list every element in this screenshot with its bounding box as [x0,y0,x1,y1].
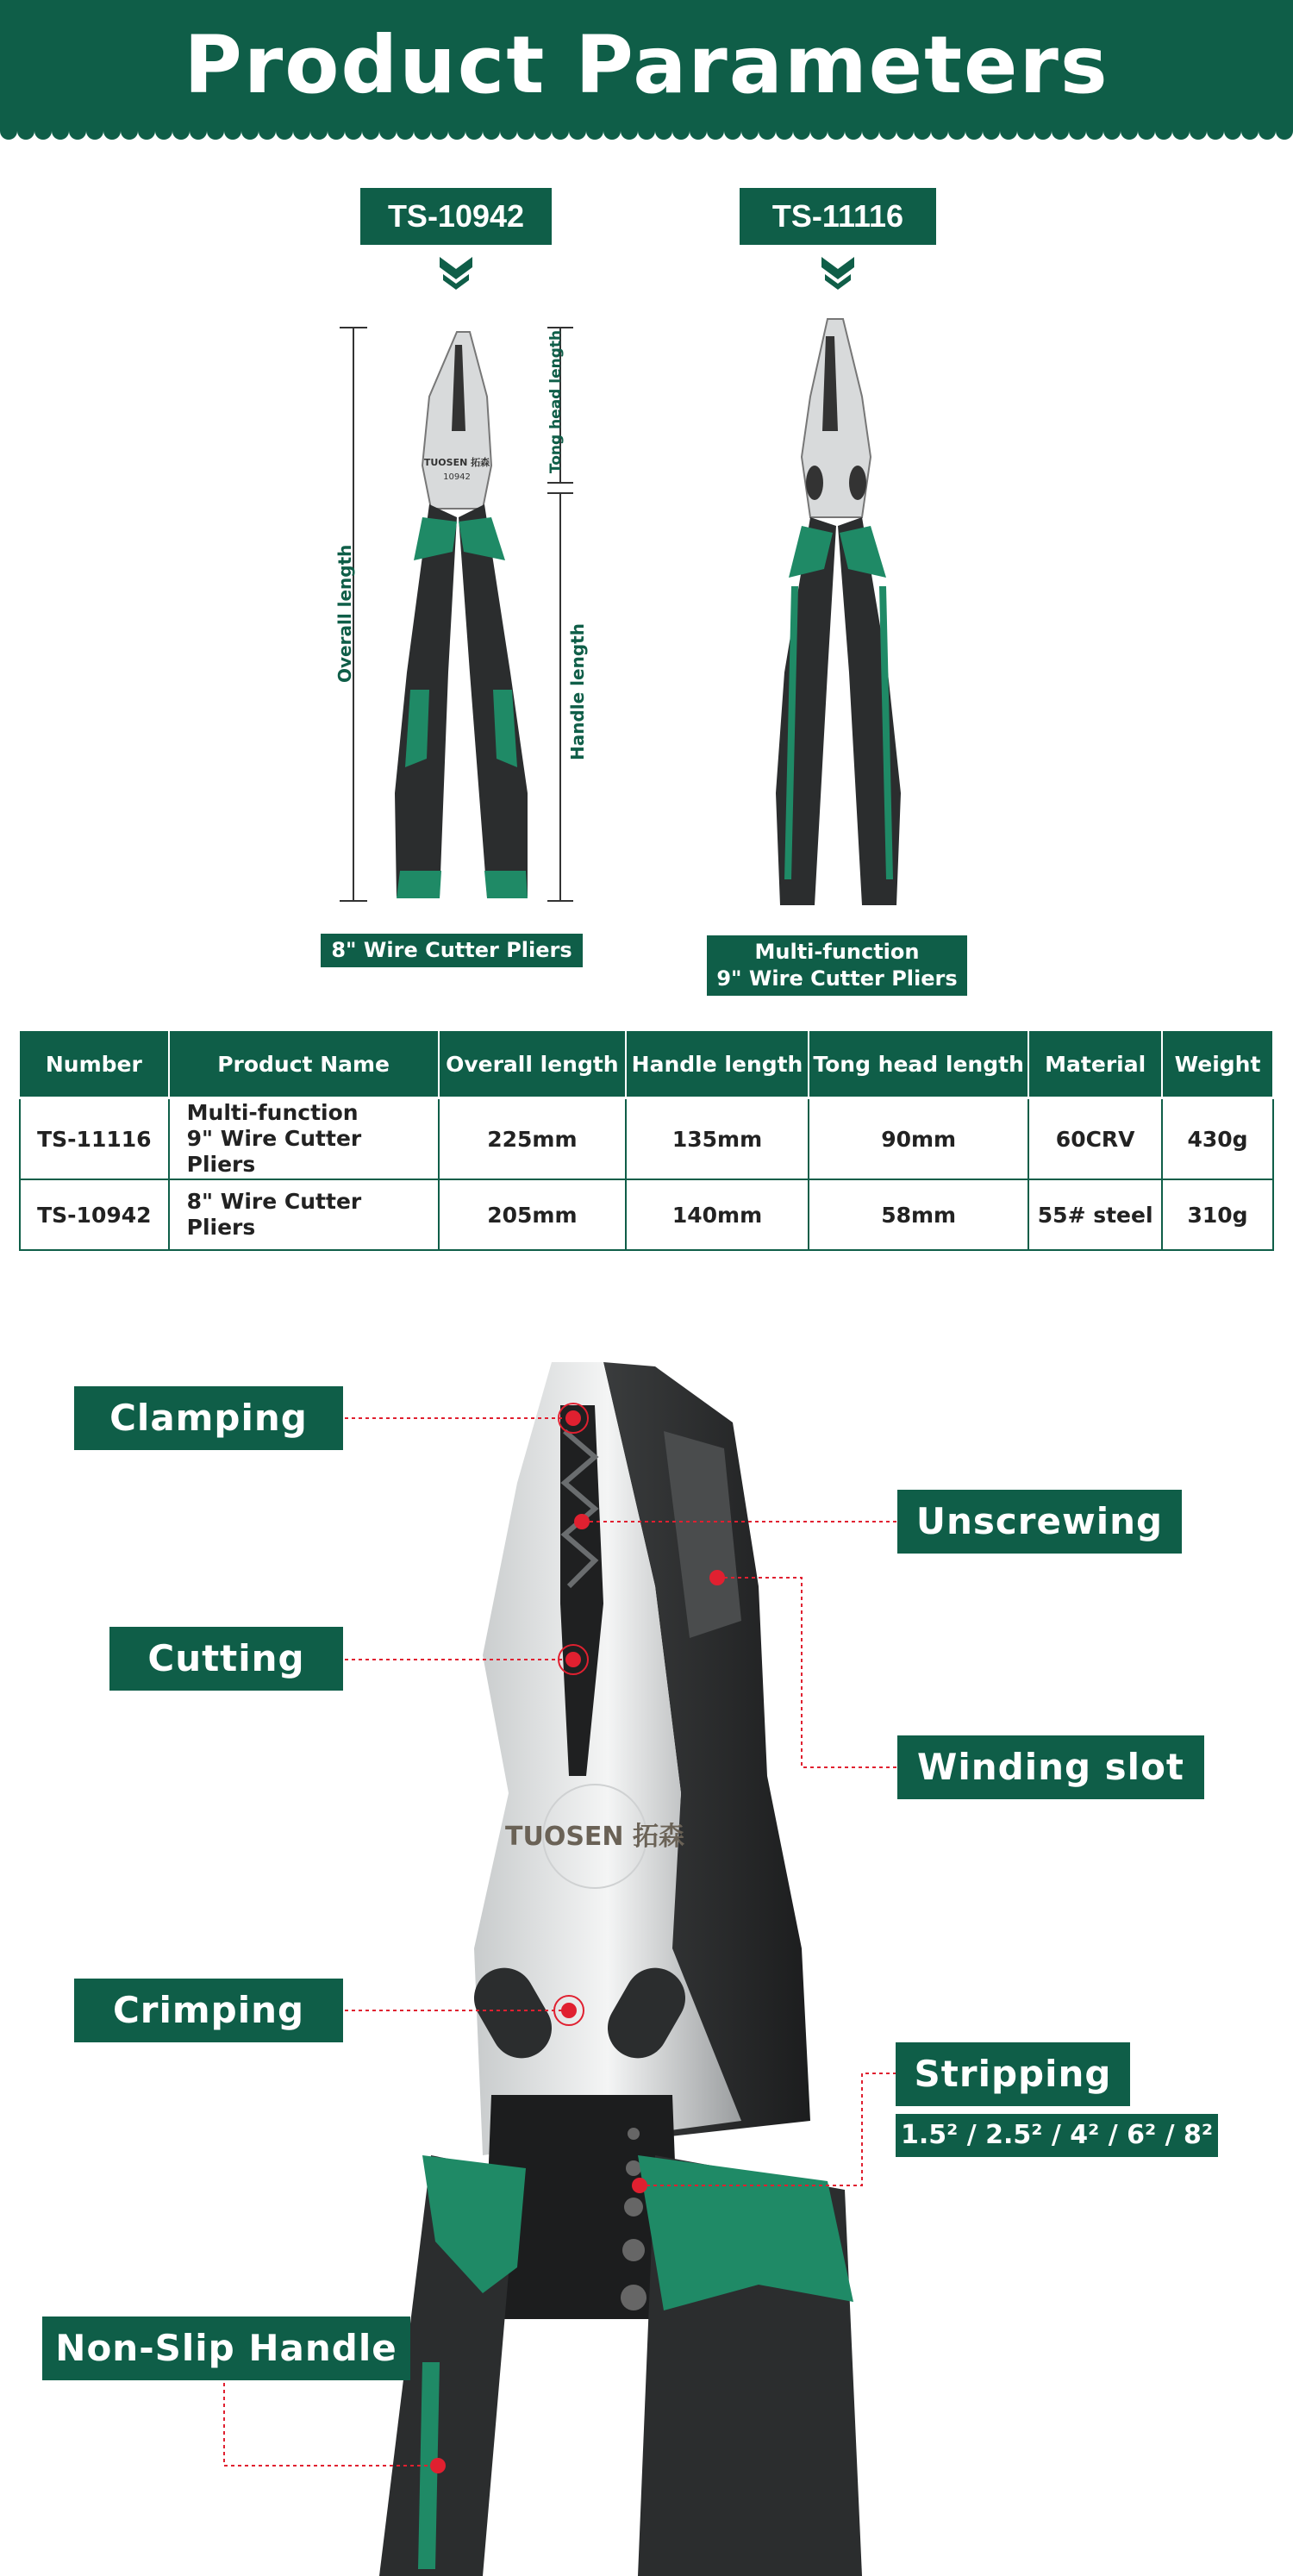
chevron-down-icon [440,257,472,291]
cell-overall-length: 205mm [439,1179,627,1250]
product-name-line: Multi-function [754,940,920,964]
table-row [20,1098,1273,1180]
cell-product-name: 8" Wire Cutter Pliers [169,1179,439,1250]
model-tag-ts10942: TS-10942 [360,188,552,245]
plier-model-engraving: 10942 [443,472,471,482]
feature-label-unscrewing: Unscrewing [897,1490,1182,1554]
cell-text: Multi-function [186,1100,359,1125]
column-header: Weight [1162,1031,1273,1098]
closeup-brand-engraving: TUOSEN 拓森 [505,1822,684,1852]
feature-label-crimping: Crimping [74,1979,343,2042]
product-name-line: 9" Wire Cutter Pliers [716,966,958,991]
feature-label-cutting: Cutting [109,1627,343,1691]
cell-number: TS-10942 [20,1179,169,1250]
column-header: Material [1028,1031,1162,1098]
product-name-tag-ts11116 [707,935,967,996]
dim-label-handle-length: Handle length [567,623,588,760]
cell-weight: 430g [1162,1098,1273,1180]
table-row [20,1179,1273,1250]
cell-tong-head-length: 58mm [809,1179,1028,1250]
cell-tong-head-length: 90mm [809,1098,1028,1180]
cell-handle-length: 140mm [626,1179,809,1250]
plier-illustration-ts10942 [328,310,621,914]
cell-weight: 310g [1162,1179,1273,1250]
column-header: Number [20,1031,169,1098]
product-name-tag-ts10942 [321,934,583,967]
plier-illustration-ts11116 [741,310,931,914]
chevron-down-icon [821,257,854,291]
cell-material: 60CRV [1028,1098,1162,1180]
cell-material: 55# steel [1028,1179,1162,1250]
model-tag-ts11116: TS-11116 [740,188,936,245]
banner-scallop-edge [0,129,1293,141]
cell-product-name [169,1098,439,1180]
column-header: Overall length [439,1031,627,1098]
cell-number: TS-11116 [20,1098,169,1180]
dim-label-overall-length: Overall length [334,544,355,683]
cell-handle-length: 135mm [626,1098,809,1180]
column-header: Product Name [169,1031,439,1098]
column-header: Handle length [626,1031,809,1098]
table-header-row [20,1031,1273,1098]
feature-label-winding-slot: Winding slot [897,1735,1204,1799]
feature-label-non-slip-handle: Non-Slip Handle [42,2317,410,2380]
plier-brand-engraving: TUOSEN 拓森 [423,457,490,468]
stripping-sizes: 1.5² / 2.5² / 4² / 6² / 8² [896,2114,1218,2157]
feature-label-stripping: Stripping [896,2042,1130,2106]
cell-overall-length: 225mm [439,1098,627,1180]
feature-label-clamping: Clamping [74,1386,343,1450]
column-header: Tong head length [809,1031,1028,1098]
spec-table [19,1031,1274,1251]
cell-text: 9" Wire Cutter Pliers [186,1126,362,1177]
product-name-line: 8" Wire Cutter Pliers [331,938,572,962]
dim-label-tong-head-length: Tong head length [547,329,565,474]
page-title: Product Parameters [184,19,1109,111]
